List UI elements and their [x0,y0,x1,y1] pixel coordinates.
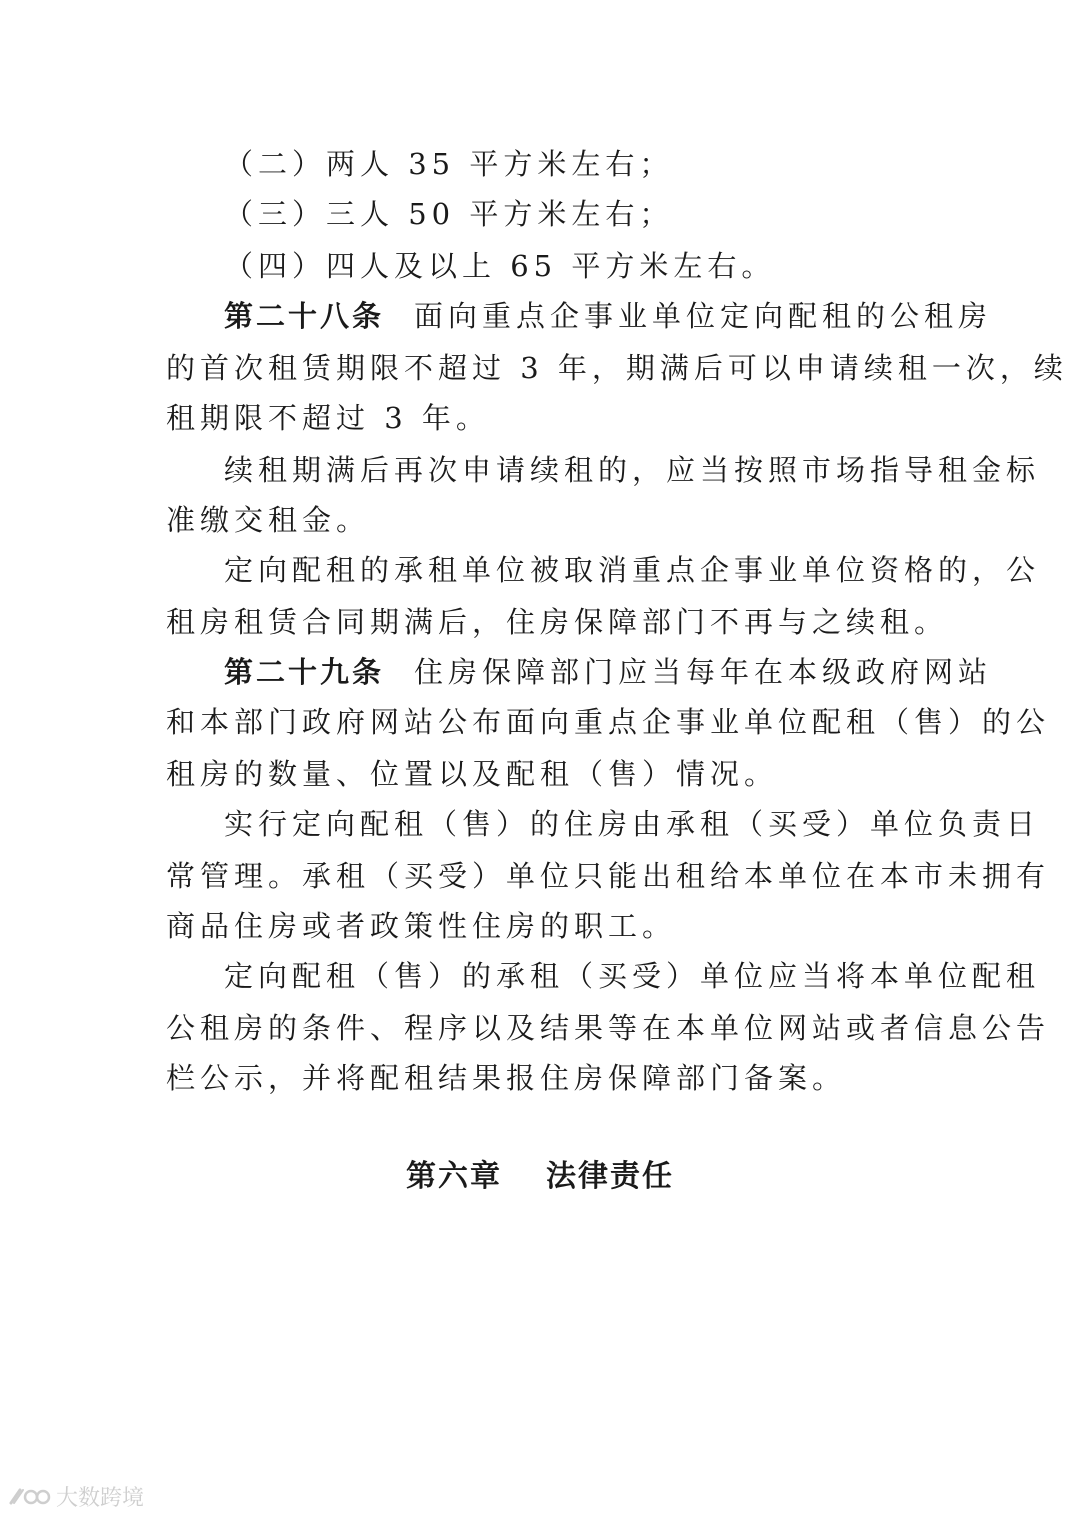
article-28-heading: 第二十八条 [224,299,385,333]
paragraph-line: 商品住房或者政策性住房的职工。 [166,909,677,943]
paragraph-line: 租房租赁合同期满后，住房保障部门不再与之续租。 [166,605,949,639]
paragraph-line: 栏公示，并将配租结果报住房保障部门备案。 [166,1061,847,1095]
paragraph-line: 常管理。承租（买受）单位只能出租给本单位在本市未拥有 [166,859,1051,893]
chapter-number: 第六章 [406,1159,502,1194]
article-29-heading: 第二十九条 [224,655,385,689]
brand-logo-icon [8,1485,52,1509]
article-28-first-line [224,298,993,334]
article-28-text: 面向重点企事业单位定向配租的公租房 [414,299,993,333]
watermark-text: 大数跨境 [56,1486,145,1511]
paragraph-line: 定向配租（售）的承租（买受）单位应当将本单位配租 [224,959,1041,993]
paragraph-line: 定向配租的承租单位被取消重点企事业单位资格的，公 [224,553,1041,587]
paragraph-line: 租期限不超过 3 年。 [166,401,490,435]
chapter-heading [0,1158,1080,1196]
watermark [8,1481,144,1512]
paragraph-line: 实行定向配租（售）的住房由承租（买受）单位负责日 [224,807,1041,841]
paragraph-line: 租房的数量、位置以及配租（售）情况。 [166,757,779,791]
list-item-two-persons: （二）两人 35 平方米左右； [224,147,674,181]
list-item-four-persons: （四）四人及以上 65 平方米左右。 [224,249,776,283]
article-29-first-line [224,654,993,690]
paragraph-line: 的首次租赁期限不超过 3 年，期满后可以申请续租一次，续 [166,351,1068,385]
paragraph-line: 续租期满后再次申请续租的，应当按照市场指导租金标 [224,453,1041,487]
article-29-text: 住房保障部门应当每年在本级政府网站 [414,655,993,689]
paragraph-line: 和本部门政府网站公布面向重点企事业单位配租（售）的公 [166,705,1051,739]
list-item-three-persons: （三）三人 50 平方米左右； [224,197,674,231]
paragraph-line: 准缴交租金。 [166,503,371,537]
paragraph-line: 公租房的条件、程序以及结果等在本单位网站或者信息公告 [166,1011,1051,1045]
chapter-title: 法律责任 [546,1159,674,1194]
